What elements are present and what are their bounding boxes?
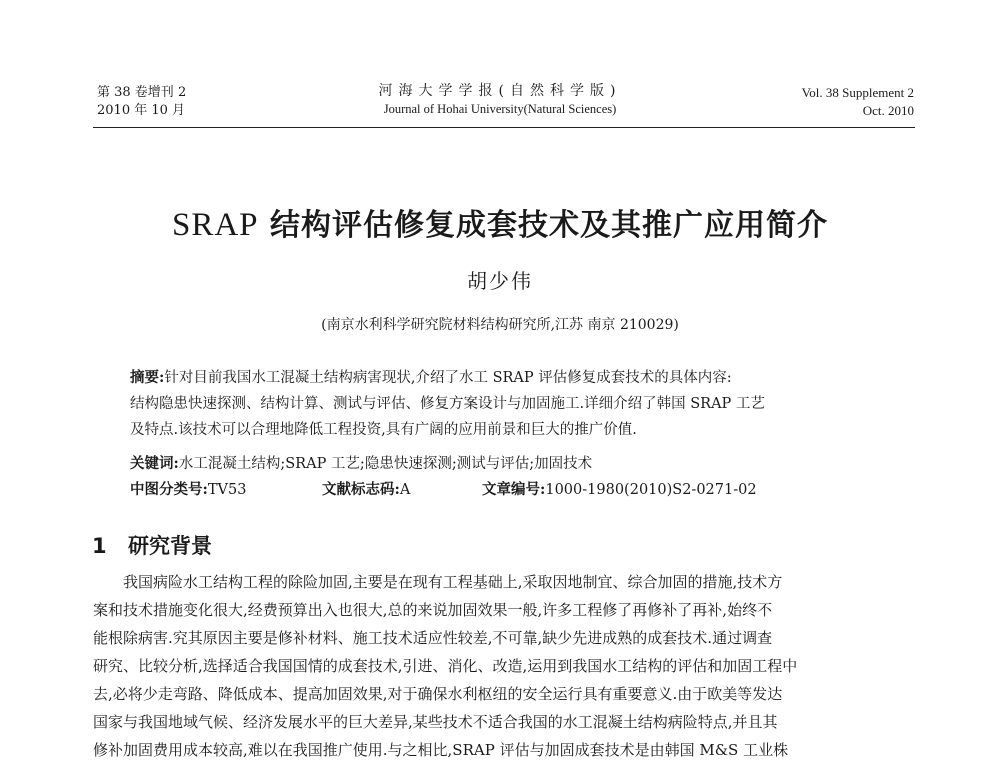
body-line-3: 能根除病害.究其原因主要是修补材料、施工技术适应性较差,不可靠,缺少先进成熟的成套技术.通过调查 bbox=[93, 629, 773, 647]
section-heading bbox=[92, 530, 212, 560]
journal-name-en: Journal of Hohai University(Natural Sciences) bbox=[383, 102, 617, 116]
body-line-4: 研究、比较分析,选择适合我国国情的成套技术,引进、消化、改造,运用到我国水工结构的评估和加固工程中 bbox=[93, 657, 798, 675]
header-volume-info-en bbox=[802, 84, 914, 120]
body-line-7: 修补加固费用成本较高,难以在我国推广使用.与之相比,SRAP 评估与加固成套技术是由韩国 M&S 工业株 bbox=[93, 741, 789, 759]
title-prefix: SRAP bbox=[171, 207, 259, 243]
keywords-text: 水工混凝土结构;SRAP 工艺;隐患快速探测;测试与评估;加固技术 bbox=[178, 456, 593, 472]
article-title bbox=[0, 200, 1000, 244]
abstract-label: 摘要: bbox=[130, 369, 165, 386]
abstract-line-2: 结构隐患快速探测、结构计算、测试与评估、修复方案设计与加固施工.详细介绍了韩国 SRAP 工艺 bbox=[130, 396, 765, 412]
journal-name-cn: 河海大学学报(自然科学版) bbox=[378, 83, 622, 99]
article-number: 文章编号:1000-1980(2010)S2-0271-02 bbox=[482, 481, 757, 498]
clc-number: 中图分类号:TV53 bbox=[130, 481, 247, 498]
title-rest: 结构评估修复成套技术及其推广应用简介 bbox=[258, 208, 828, 243]
body-paragraph bbox=[93, 568, 915, 764]
keywords bbox=[130, 452, 592, 473]
body-line-5: 去,必将少走弯路、降低成本、提高加固效果,对于确保水利枢纽的安全运行具有重要意义.由于欧美等发达 bbox=[93, 685, 783, 703]
abstract bbox=[130, 365, 910, 443]
header-date-en: Oct. 2010 bbox=[862, 103, 914, 118]
body-line-2: 案和技术措施变化很大,经费预算出入也很大,总的来说加固效果一般,许多工程修了再修补了再补,始终不 bbox=[93, 601, 773, 619]
keywords-label: 关键词: bbox=[130, 455, 179, 472]
document-code: 文献标志码:A bbox=[322, 481, 411, 498]
body-line-1: 我国病险水工结构工程的除险加固,主要是在现有工程基础上,采取因地制宜、综合加固的措施,技术方 bbox=[123, 573, 783, 591]
section-title: 研究背景 bbox=[128, 534, 212, 558]
article-author: 胡少伟 bbox=[467, 269, 533, 293]
article-affiliation: (南京水利科学研究院材料结构研究所,江苏 南京 210029) bbox=[321, 317, 679, 333]
header-date: 2010 年 10 月 bbox=[97, 103, 186, 118]
section-number: 1 bbox=[92, 534, 107, 558]
body-line-6: 国家与我国地域气候、经济发展水平的巨大差异,某些技术不适合我国的水工混凝土结构病险特点,并且其 bbox=[93, 713, 778, 731]
abstract-line-1: 摘要:针对目前我国水工混凝土结构病害现状,介绍了水工 SRAP 评估修复成套技术的具体内容: bbox=[130, 369, 732, 386]
header-volume-en: Vol. 38 Supplement 2 bbox=[801, 85, 914, 100]
abstract-line-3: 及特点.该技术可以合理地降低工程投资,具有广阔的应用前景和巨大的推广价值. bbox=[130, 422, 637, 438]
header-volume: 第 38 卷增刊 2 bbox=[97, 85, 187, 100]
header-rule bbox=[93, 127, 915, 128]
